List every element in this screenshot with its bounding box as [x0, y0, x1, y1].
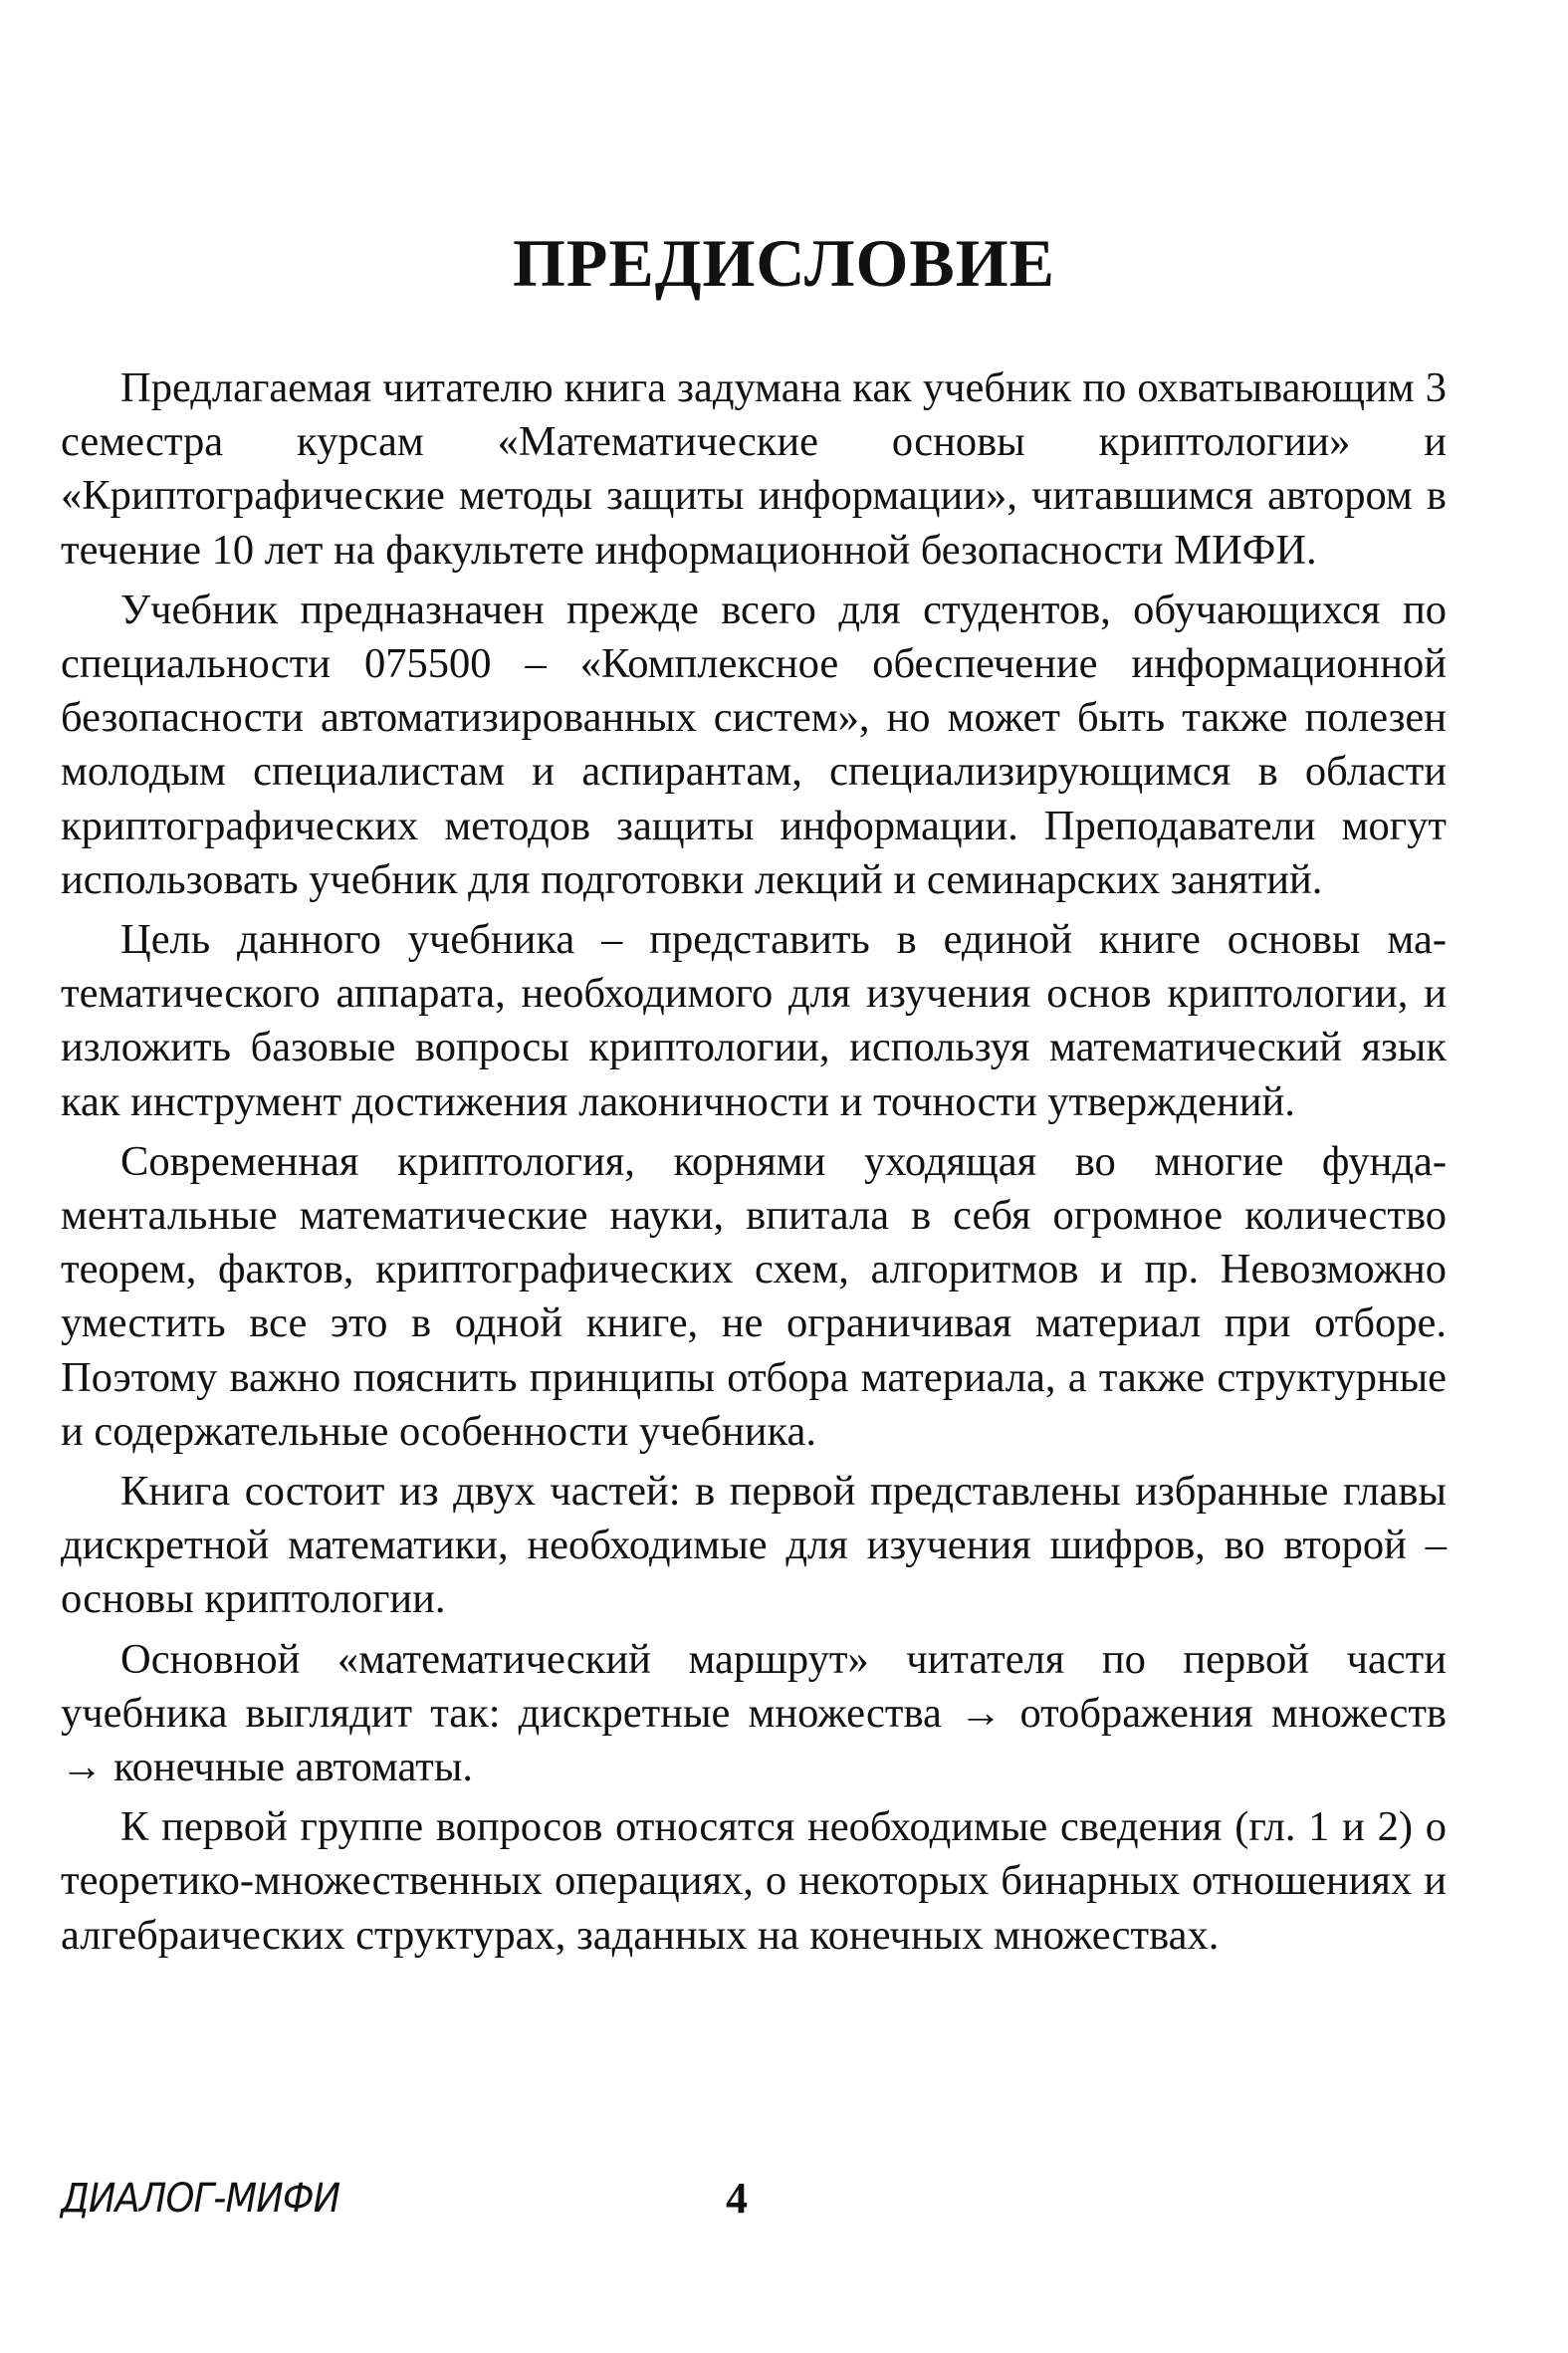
- paragraph-6: Основной «математический маршрут» читателя по первой части учебника выглядит так: дискретные множества → отображения множеств → конечные автоматы.: [61, 1635, 1447, 1791]
- page-number: 4: [726, 2174, 748, 2223]
- page-title: ПРЕДИСЛОВИЕ: [512, 225, 1056, 301]
- paragraph-2: Учебник предназначен прежде всего для студентов, обучающихся по специальности 075500 – «Комплексное обеспечение информационной безопасности автоматизированных систем», но может быть также полезен молодым специалистам и аспирантам, специализирующимся в области криптографических методов защиты информации. Преподаватели могут использовать учебник для подготовки лекций и семинарских занятий.: [61, 586, 1447, 903]
- publisher-logo: ДИАЛОГ-МИФИ: [61, 2176, 340, 2222]
- paragraph-3: Цель данного учебника – представить в единой книге основы математического аппарата, необходимого для изучения основ криптологии, и изложить базовые вопросы криптологии, используя математический язык как инструмент достижения лаконичности и точности утверждений.: [61, 916, 1447, 1125]
- paragraph-1: Предлагаемая читателю книга задумана как учебник по охватывающим 3 семестра курсам «Математические основы криптологии» и «Криптографические методы защиты информации», читавшимся автором в течение 10 лет на факультете информационной безопасности МИФИ.: [61, 364, 1447, 574]
- body-text: [61, 361, 1447, 1969]
- paragraph-4: Современная криптология, корнями уходящая во многие фундаментальные математические науки, впитала в себя огромное количество теорем, фактов, криптографических схем, алгоритмов и пр. Невозможно уместить все это в одной книге, не ограничивая материал при отборе. Поэтому важно пояснить принципы отбора материала, а также структурные и содержательные особенности учебника.: [61, 1137, 1447, 1455]
- paragraph-5: Книга состоит из двух частей: в первой представлены избранные главы дискретной математики, необходимые для изучения шифров, во второй – основы криптологии.: [61, 1468, 1447, 1623]
- paragraph-7: К первой группе вопросов относятся необходимые сведения (гл. 1 и 2) о теоретико-множественных операциях, о некоторых бинарных отношениях и алгебраических структурах, заданных на конечных множествах.: [61, 1803, 1447, 1959]
